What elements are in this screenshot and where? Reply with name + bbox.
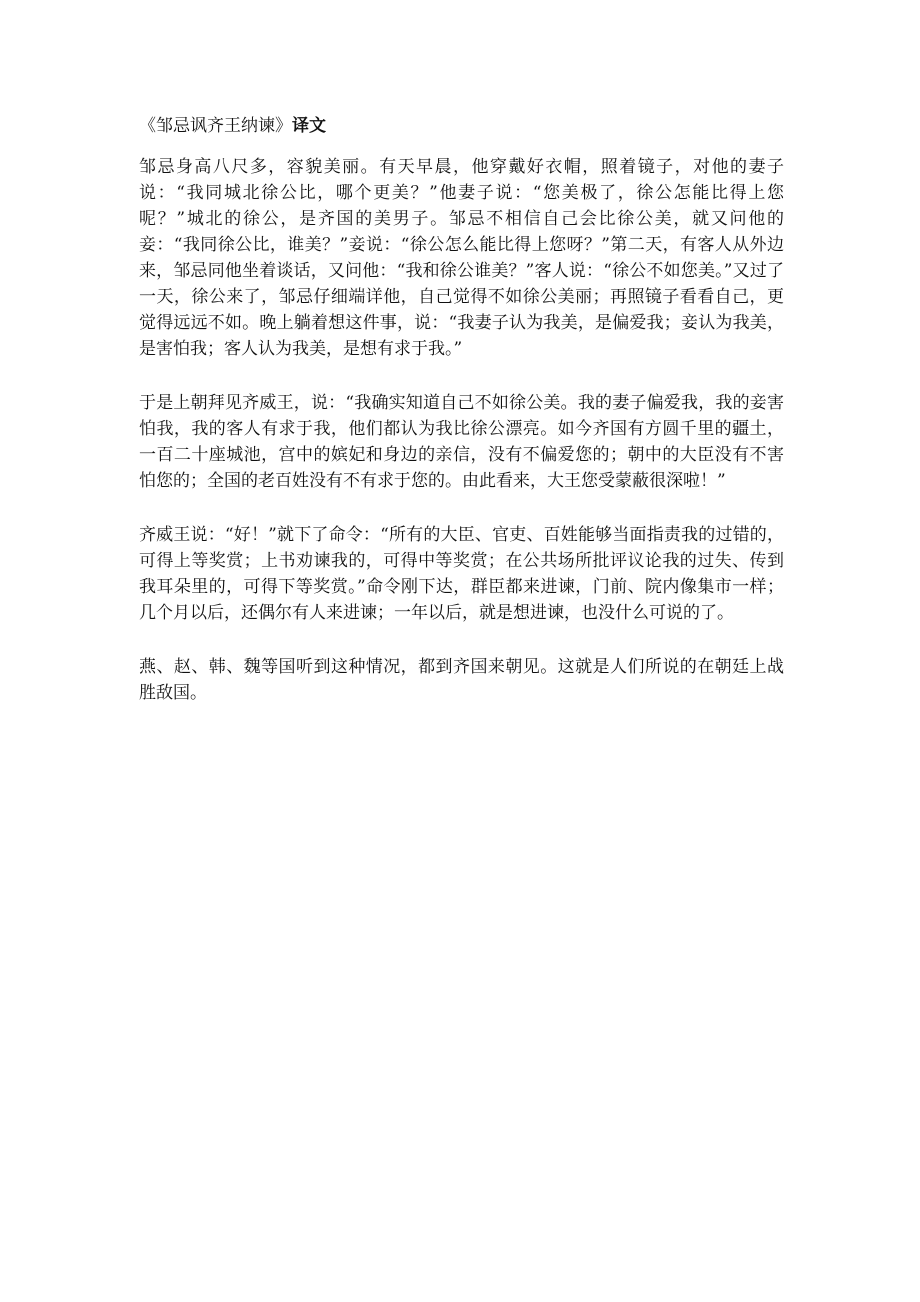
paragraph-3: 齐威王说：“好！”就下了命令：“所有的大臣、官吏、百姓能够当面指责我的过错的，可得上等奖赏；上书劝谏我的，可得中等奖赏；在公共场所批评议论我的过失、传到我耳朵里的，可得下等奖赏。”命令刚下达，群臣都来进谏，门前、院内像集市一样；几个月以后，还偶尔有人来进谏；一年以后，就是想进谏，也没什么可说的了。 xyxy=(139,525,784,623)
document-body xyxy=(139,113,784,734)
paragraph-4: 燕、赵、韩、魏等国听到这种情况，都到齐国来朝见。这就是人们所说的在朝廷上战胜敌国。 xyxy=(139,657,784,703)
title-suffix: 译文 xyxy=(292,116,326,136)
document-title xyxy=(139,113,784,139)
paragraph-1: 邹忌身高八尺多，容貌美丽。有天早晨，他穿戴好衣帽，照着镜子，对他的妻子说：“我同城北徐公比，哪个更美？”他妻子说：“您美极了，徐公怎能比得上您呢？”城北的徐公，是齐国的美男子。邹忌不相信自己会比徐公美，就又问他的妾：“我同徐公比，谁美？”妾说：“徐公怎么能比得上您呀？”第二天，有客人从外边来，邹忌同他坐着谈话，又问他：“我和徐公谁美？”客人说：“徐公不如您美。”又过了一天，徐公来了，邹忌仔细端详他，自己觉得不如徐公美丽；再照镜子看看自己，更觉得远远不如。晚上躺着想这件事，说：“我妻子认为我美，是偏爱我；妾认为我美，是害怕我；客人认为我美，是想有求于我。” xyxy=(139,157,784,359)
title-book-name: 《邹忌讽齐王纳谏》 xyxy=(139,116,292,136)
paragraph-2: 于是上朝拜见齐威王，说：“我确实知道自己不如徐公美。我的妻子偏爱我，我的妾害怕我，我的客人有求于我，他们都认为我比徐公漂亮。如今齐国有方圆千里的疆土，一百二十座城池，宫中的嫔妃和身边的亲信，没有不偏爱您的；朝中的大臣没有不害怕您的；全国的老百姓没有不有求于您的。由此看来，大王您受蒙蔽很深啦！” xyxy=(139,393,784,491)
